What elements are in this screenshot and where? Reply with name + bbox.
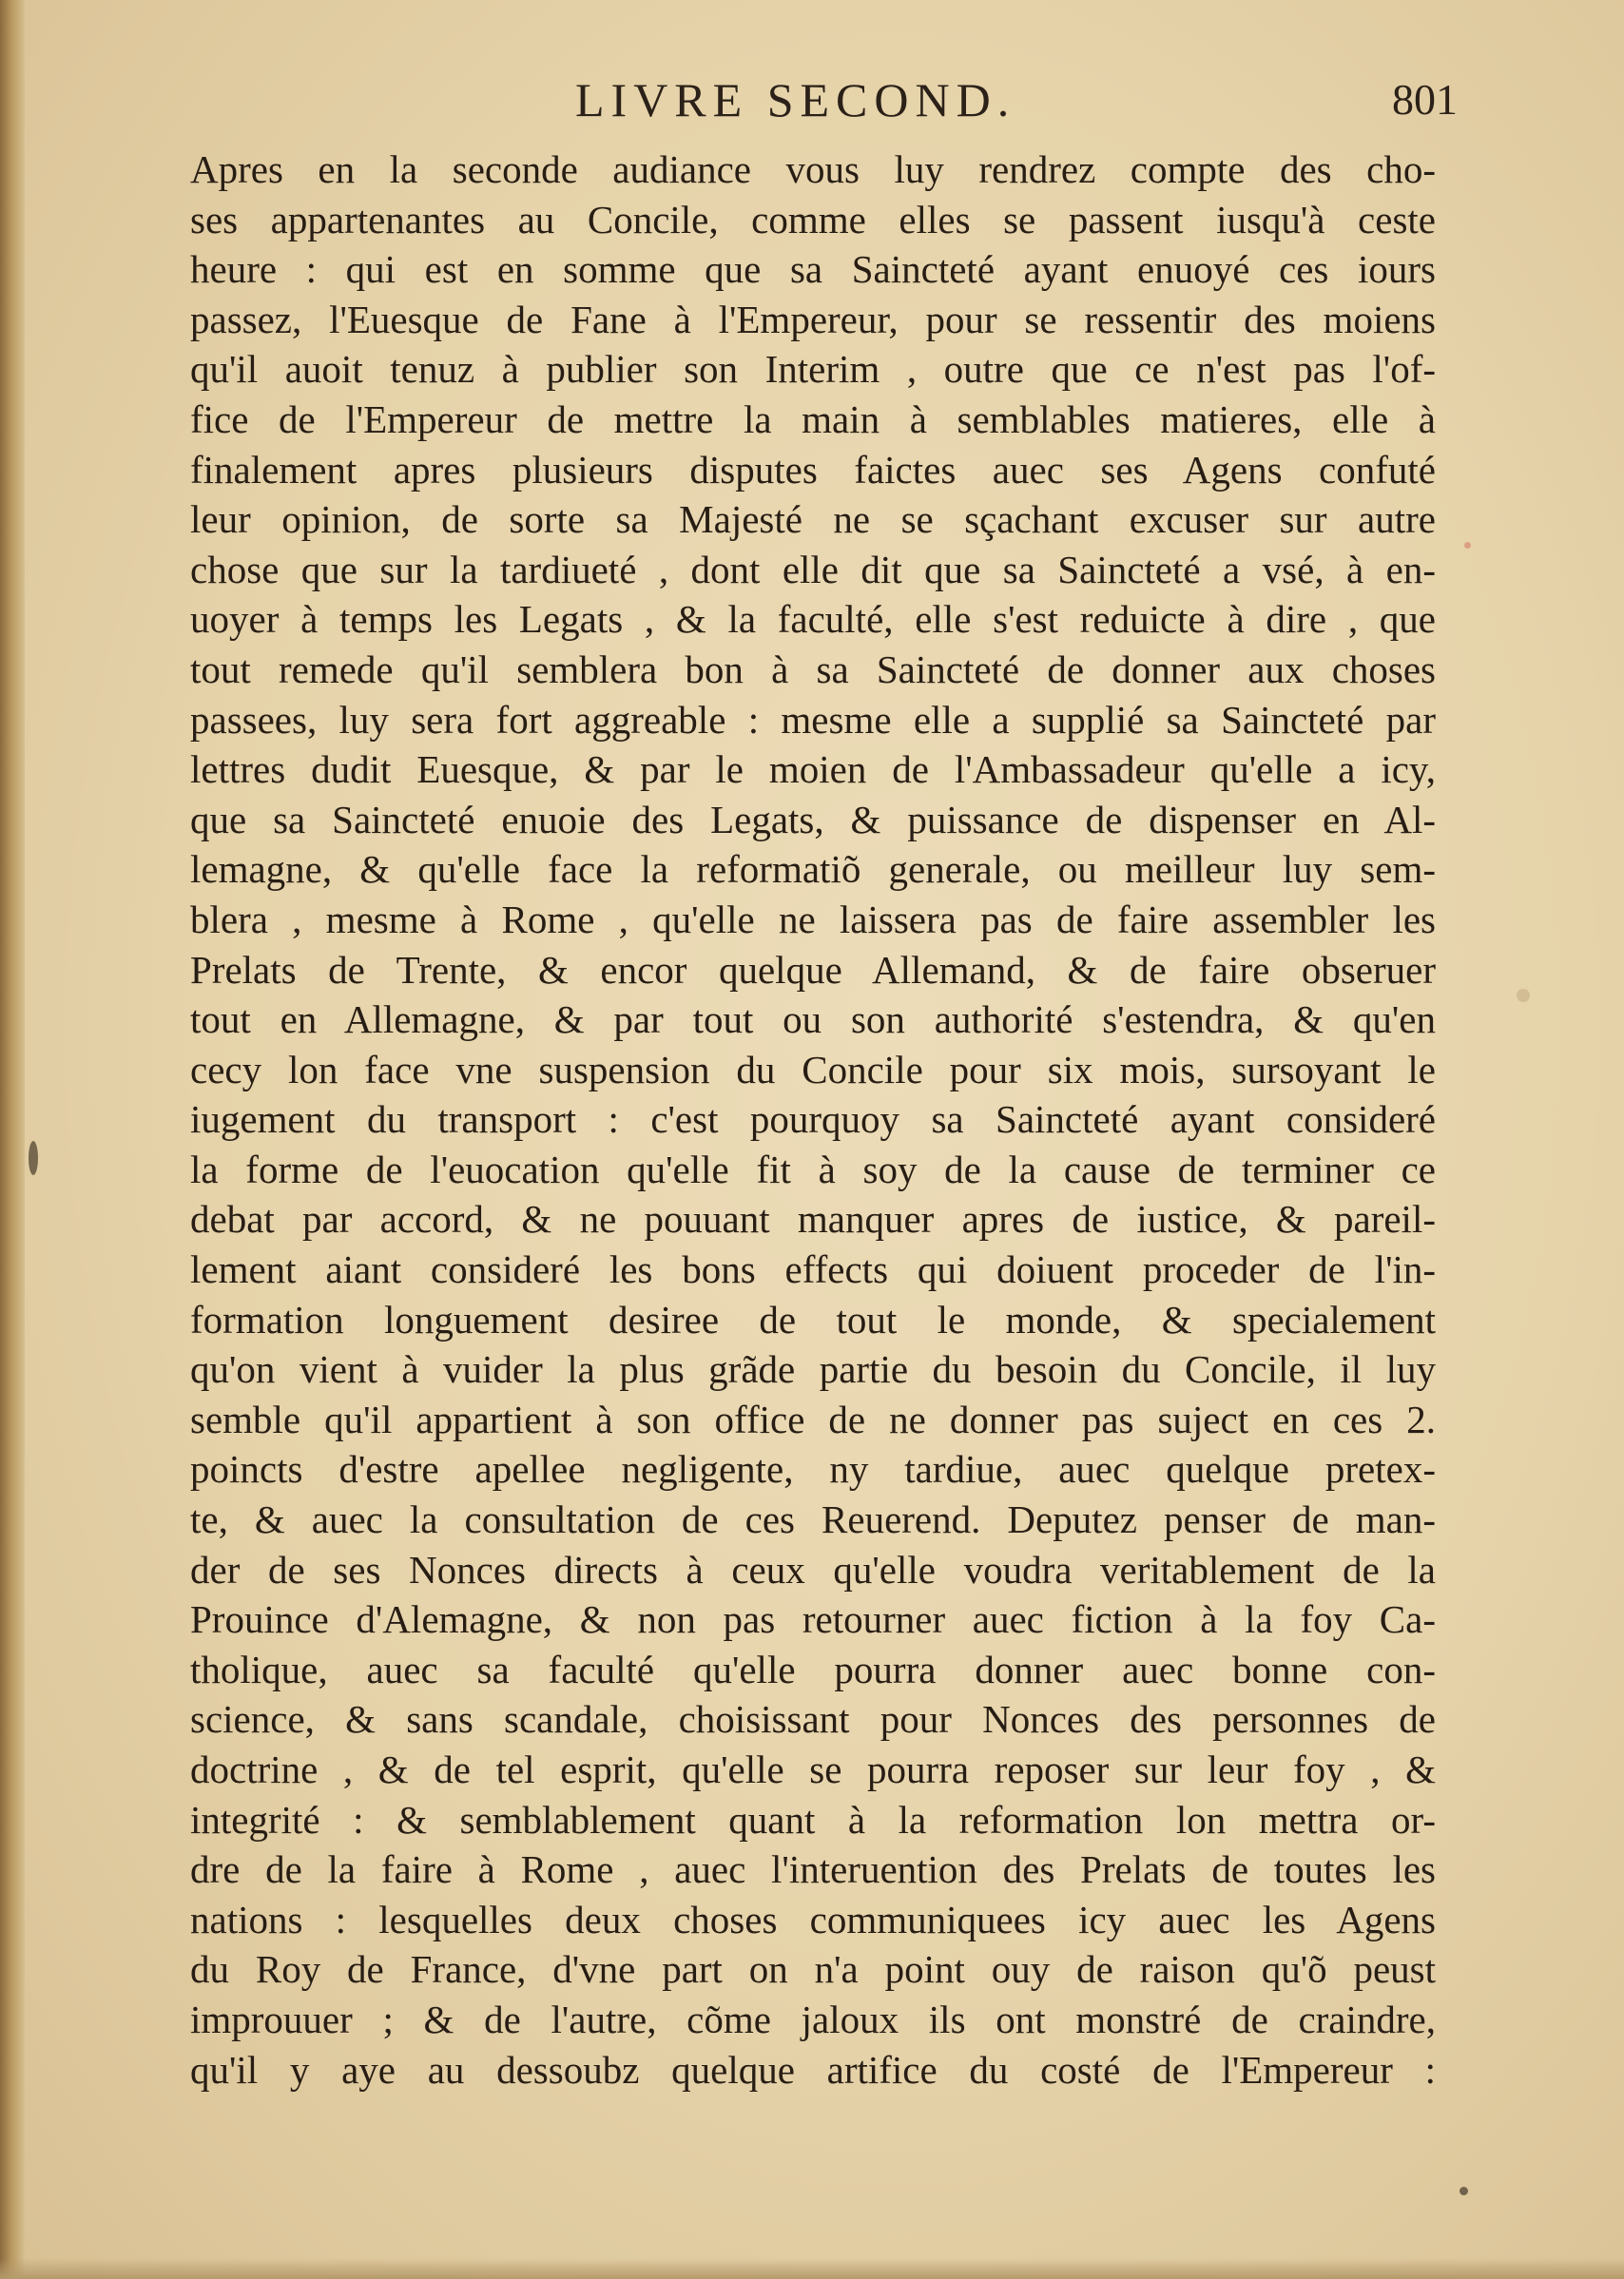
- text-line: finalement apres plusieurs disputes faictes auec ses Agens confuté: [190, 447, 1436, 492]
- text-line: cecy lon face vne suspension du Concile pour six mois, sursoyant le: [190, 1047, 1436, 1091]
- text-line: fice de l'Empereur de mettre la main à semblables matieres, elle à: [190, 396, 1436, 441]
- text-line: der de ses Nonces directs à ceux qu'elle voudra veritablement de la: [190, 1547, 1436, 1592]
- text-line: lettres dudit Euesque, & par le moien de l'Ambassadeur qu'elle a icy,: [190, 747, 1436, 792]
- page-header: [190, 68, 1458, 131]
- running-head: LIVRE SECOND.: [575, 73, 1016, 126]
- text-line: Prelats de Trente, & encor quelque Allemand, & de faire obseruer: [190, 947, 1436, 992]
- paper-stain: [1517, 989, 1530, 1002]
- text-line: que sa Saincteté enuoie des Legats, & puissance de dispenser en Al-: [190, 797, 1436, 841]
- page-gutter-edge: [0, 0, 25, 2279]
- text-line: heure : qui est en somme que sa Saincteté ayant enuoyé ces iours: [190, 247, 1436, 292]
- text-line: formation longuement desiree de tout le monde, & specialement: [190, 1297, 1436, 1342]
- text-line: blera , mesme à Rome , qu'elle ne laissera pas de faire assembler les: [190, 897, 1436, 941]
- text-line: uoyer à temps les Legats , & la faculté, elle s'est reduicte à dire , que: [190, 597, 1436, 642]
- text-line: science, & sans scandale, choisissant pour Nonces des personnes de: [190, 1697, 1436, 1742]
- body-text: [190, 145, 1436, 2095]
- text-line: te, & auec la consultation de ces Reuerend. Deputez penser de man-: [190, 1497, 1436, 1542]
- text-line: improuuer ; & de l'autre, cõme jaloux ils ont monstré de craindre,: [190, 1997, 1436, 2041]
- text-line: tout en Allemagne, & par tout ou son authorité s'estendra, & qu'en: [190, 997, 1436, 1042]
- paper-stain: [1464, 542, 1471, 549]
- text-line: Apres en la seconde audiance vous luy rendrez compte des cho-: [190, 147, 1436, 191]
- text-line: qu'il auoit tenuz à publier son Interim , outre que ce n'est pas l'of-: [190, 347, 1436, 392]
- paper-stain: [29, 1141, 38, 1175]
- text-line: du Roy de France, d'vne part on n'a point ouy de raison qu'õ peust: [190, 1947, 1436, 1992]
- text-line: iugement du transport : c'est pourquoy sa Saincteté ayant consideré: [190, 1097, 1436, 1142]
- text-line: semble qu'il appartient à son office de ne donner pas suject en ces 2.: [190, 1397, 1436, 1441]
- text-line: passees, luy sera fort aggreable : mesme elle a supplié sa Saincteté par: [190, 697, 1436, 742]
- text-line: poincts d'estre apellee negligente, ny tardiue, auec quelque pretex-: [190, 1447, 1436, 1492]
- text-line: Prouince d'Alemagne, & non pas retourner auec fiction à la foy Ca-: [190, 1597, 1436, 1642]
- text-line: integrité : & semblablement quant à la reformation lon mettra or-: [190, 1797, 1436, 1842]
- text-line: leur opinion, de sorte sa Majesté ne se sçachant excuser sur autre: [190, 497, 1436, 542]
- text-line: tout remede qu'il semblera bon à sa Saincteté de donner aux choses: [190, 647, 1436, 691]
- text-line: chose que sur la tardiueté , dont elle dit que sa Saincteté a vsé, à en-: [190, 547, 1436, 591]
- text-line: lement aiant consideré les bons effects qui doiuent proceder de l'in-: [190, 1247, 1436, 1292]
- text-line: nations : lesquelles deux choses communiquees icy auec les Agens: [190, 1897, 1436, 1941]
- text-line: qu'il y aye au dessoubz quelque artifice du costé de l'Empereur :: [190, 2047, 1436, 2092]
- paper-stain: [1460, 2187, 1468, 2195]
- text-line: la forme de l'euocation qu'elle fit à soy de la cause de terminer ce: [190, 1147, 1436, 1191]
- page-bottom-edge: [0, 2258, 1624, 2279]
- text-line: passez, l'Euesque de Fane à l'Empereur, pour se ressentir des moiens: [190, 297, 1436, 341]
- text-line: qu'on vient à vuider la plus grãde partie du besoin du Concile, il luy: [190, 1347, 1436, 1392]
- text-line: ses appartenantes au Concile, comme elles se passent iusqu'à ceste: [190, 197, 1436, 241]
- text-line: lemagne, & qu'elle face la reformatiõ generale, ou meilleur luy sem-: [190, 847, 1436, 892]
- text-line: debat par accord, & ne pouuant manquer apres de iustice, & pareil-: [190, 1197, 1436, 1242]
- text-line: dre de la faire à Rome , auec l'interuention des Prelats de toutes les: [190, 1847, 1436, 1892]
- text-line: doctrine , & de tel esprit, qu'elle se pourra reposer sur leur foy , &: [190, 1748, 1436, 1791]
- page-number: 801: [1392, 75, 1458, 124]
- text-line: tholique, auec sa faculté qu'elle pourra donner auec bonne con-: [190, 1647, 1436, 1691]
